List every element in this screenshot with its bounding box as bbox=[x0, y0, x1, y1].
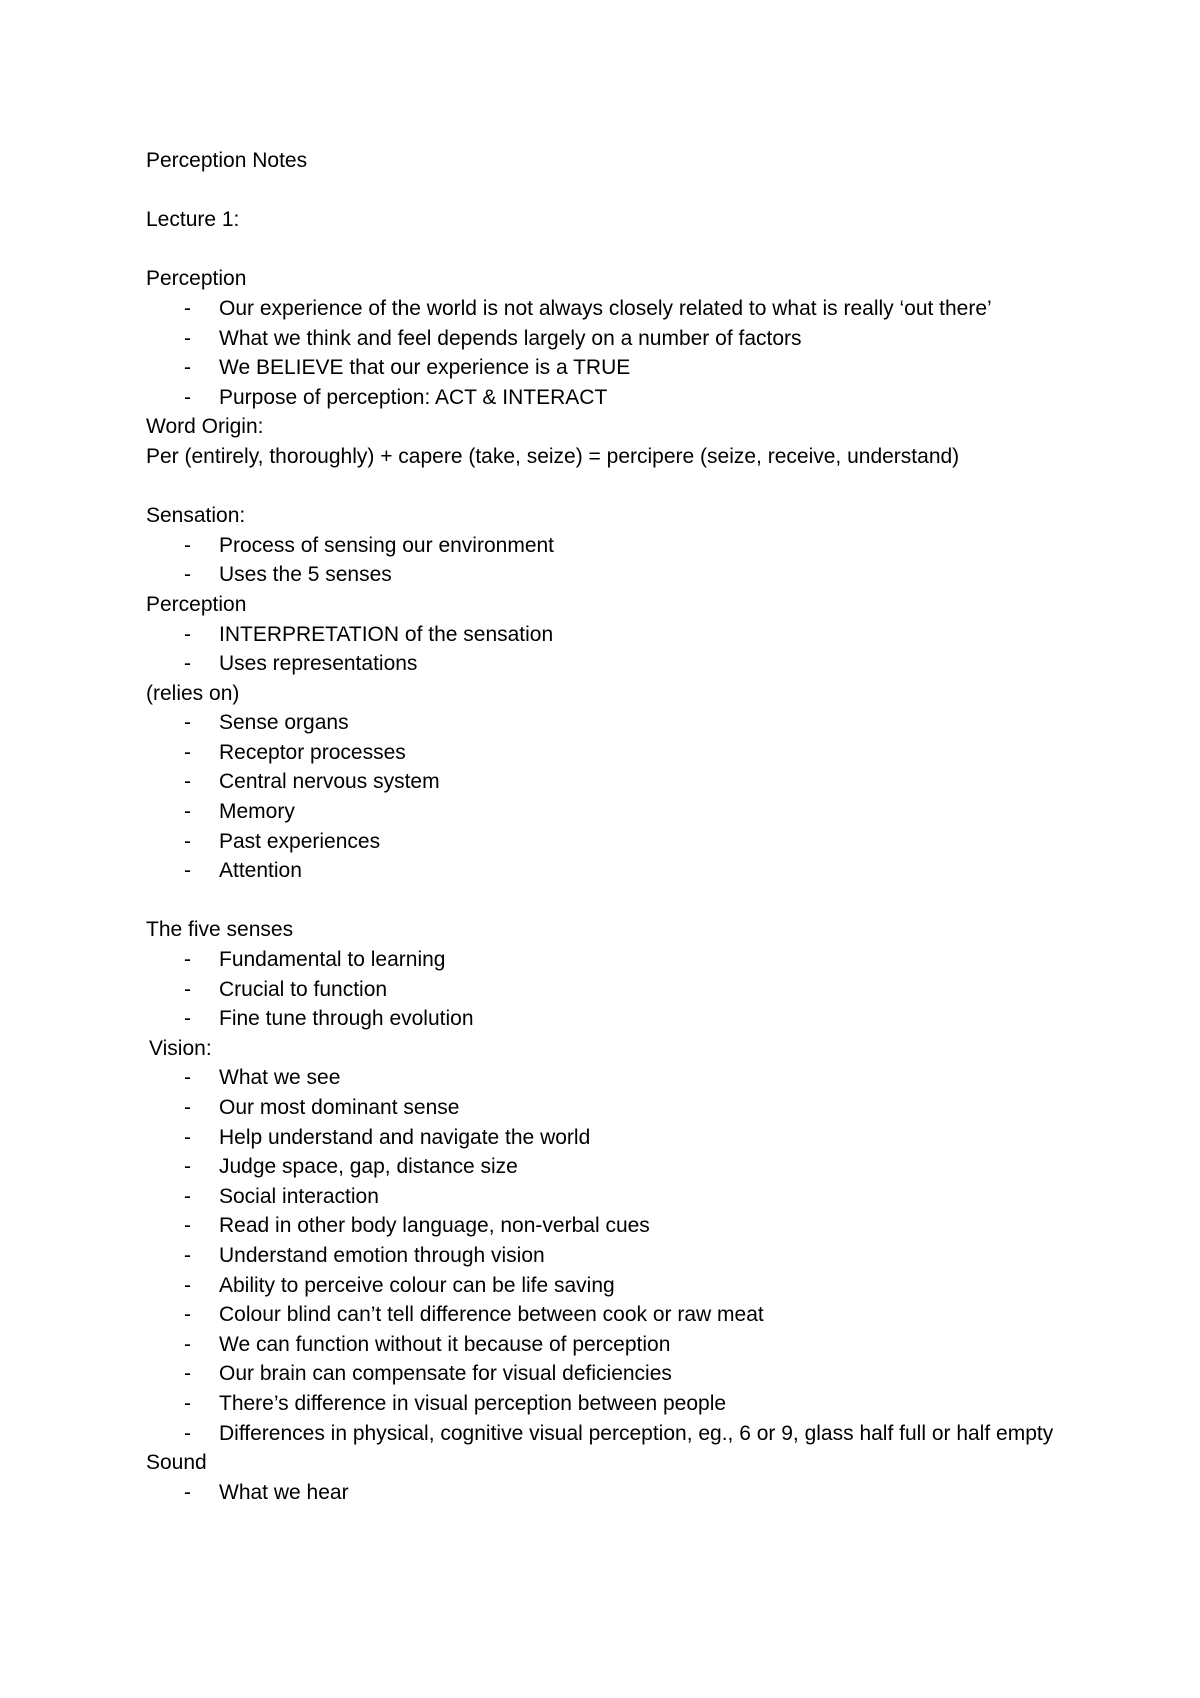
list-item: - Our brain can compensate for visual deficiencies bbox=[146, 1359, 1056, 1389]
blank-line bbox=[146, 472, 1056, 502]
list-item: - Process of sensing our environment bbox=[146, 531, 1056, 561]
bullet-dash: - bbox=[184, 829, 191, 853]
bullet-dash: - bbox=[184, 1184, 191, 1208]
sensation-list bbox=[146, 531, 1056, 590]
document-title: Perception Notes bbox=[146, 149, 308, 172]
list-item: - Differences in physical, cognitive visual perception, eg., 6 or 9, glass half full or half empty bbox=[146, 1419, 1056, 1449]
bullet-dash: - bbox=[184, 356, 191, 380]
bullet-dash: - bbox=[184, 1007, 191, 1031]
lecture-heading: Lecture 1: bbox=[146, 208, 240, 232]
bullet-dash: - bbox=[184, 977, 191, 1001]
blank-line bbox=[146, 886, 1056, 916]
perception-heading: Perception bbox=[146, 267, 247, 291]
bullet-dash: - bbox=[184, 1155, 191, 1179]
bullet-dash: - bbox=[184, 1480, 191, 1504]
sound-heading: Sound bbox=[146, 1451, 207, 1475]
list-item: - What we think and feel depends largely on a number of factors bbox=[146, 324, 1056, 354]
list-item: - Uses representations bbox=[146, 649, 1056, 679]
list-item: - Sense organs bbox=[146, 708, 1056, 738]
blank-line bbox=[146, 176, 1056, 206]
word-origin-label: Word Origin: bbox=[146, 415, 264, 439]
bullet-dash: - bbox=[184, 326, 191, 350]
list-item: - Help understand and navigate the world bbox=[146, 1123, 1056, 1153]
bullet-dash: - bbox=[184, 1391, 191, 1415]
list-item: - There’s difference in visual perception between people bbox=[146, 1389, 1056, 1419]
five-senses-list bbox=[146, 945, 1056, 1034]
bullet-dash: - bbox=[184, 533, 191, 557]
list-item: - Understand emotion through vision bbox=[146, 1241, 1056, 1271]
list-item: - What we see bbox=[146, 1063, 1056, 1093]
bullet-dash: - bbox=[184, 1066, 191, 1090]
relies-on-heading: (relies on) bbox=[146, 681, 240, 705]
list-item: - Memory bbox=[146, 797, 1056, 827]
bullet-dash: - bbox=[184, 1303, 191, 1327]
perception-interpretation-heading: Perception bbox=[146, 592, 247, 616]
bullet-dash: - bbox=[184, 622, 191, 646]
bullet-dash: - bbox=[184, 1214, 191, 1238]
bullet-dash: - bbox=[184, 800, 191, 824]
list-item: - Past experiences bbox=[146, 827, 1056, 857]
bullet-dash: - bbox=[184, 711, 191, 735]
list-item: - INTERPRETATION of the sensation bbox=[146, 620, 1056, 650]
list-item: - Our experience of the world is not always closely related to what is really ‘out there’ bbox=[146, 294, 1056, 324]
sensation-heading: Sensation: bbox=[146, 504, 246, 528]
bullet-dash: - bbox=[184, 1096, 191, 1119]
bullet-dash: - bbox=[184, 296, 191, 320]
bullet-dash: - bbox=[184, 1421, 191, 1445]
blank-line bbox=[146, 235, 1056, 265]
bullet-dash: - bbox=[184, 859, 191, 883]
list-item: - Fine tune through evolution bbox=[146, 1004, 1056, 1034]
relies-on-list bbox=[146, 708, 1056, 886]
list-item: - Receptor processes bbox=[146, 738, 1056, 768]
bullet-dash: - bbox=[184, 1125, 191, 1149]
list-item: - Crucial to function bbox=[146, 975, 1056, 1005]
word-origin-text: Per (entirely, thoroughly) + capere (take, seize) = percipere (seize, receive, understand) bbox=[146, 444, 960, 468]
list-item: - Our most dominant sense bbox=[146, 1093, 1056, 1123]
list-item: - Uses the 5 senses bbox=[146, 560, 1056, 590]
perception-list bbox=[146, 294, 1056, 412]
list-item: - Read in other body language, non-verbal cues bbox=[146, 1211, 1056, 1241]
list-item: - Central nervous system bbox=[146, 767, 1056, 797]
list-item: - Colour blind can’t tell difference between cook or raw meat bbox=[146, 1300, 1056, 1330]
bullet-dash: - bbox=[184, 948, 191, 972]
vision-heading: Vision: bbox=[149, 1036, 212, 1060]
bullet-dash: - bbox=[184, 563, 191, 587]
five-senses-heading: The five senses bbox=[146, 918, 294, 942]
bullet-dash: - bbox=[184, 1243, 191, 1267]
list-item: - We can function without it because of perception bbox=[146, 1330, 1056, 1360]
list-item: - Judge space, gap, distance size bbox=[146, 1152, 1056, 1182]
list-item: - Attention bbox=[146, 856, 1056, 886]
vision-list bbox=[146, 1063, 1056, 1448]
bullet-dash: - bbox=[184, 1273, 191, 1297]
perception-interpretation-list bbox=[146, 620, 1056, 679]
list-item: - What we hear bbox=[146, 1478, 1056, 1508]
bullet-dash: - bbox=[184, 1362, 191, 1386]
sound-list bbox=[146, 1478, 1056, 1508]
list-item: - Purpose of perception: ACT & INTERACT bbox=[146, 383, 1056, 413]
list-item: - Social interaction bbox=[146, 1182, 1056, 1212]
list-item: - Ability to perceive colour can be life saving bbox=[146, 1271, 1056, 1301]
notes-content bbox=[146, 146, 1056, 1507]
bullet-dash: - bbox=[184, 385, 191, 409]
list-item: - Fundamental to learning bbox=[146, 945, 1056, 975]
bullet-dash: - bbox=[184, 740, 191, 764]
bullet-dash: - bbox=[184, 770, 191, 794]
list-item: - We BELIEVE that our experience is a TRUE bbox=[146, 353, 1056, 383]
bullet-dash: - bbox=[184, 652, 191, 676]
bullet-dash: - bbox=[184, 1332, 191, 1356]
